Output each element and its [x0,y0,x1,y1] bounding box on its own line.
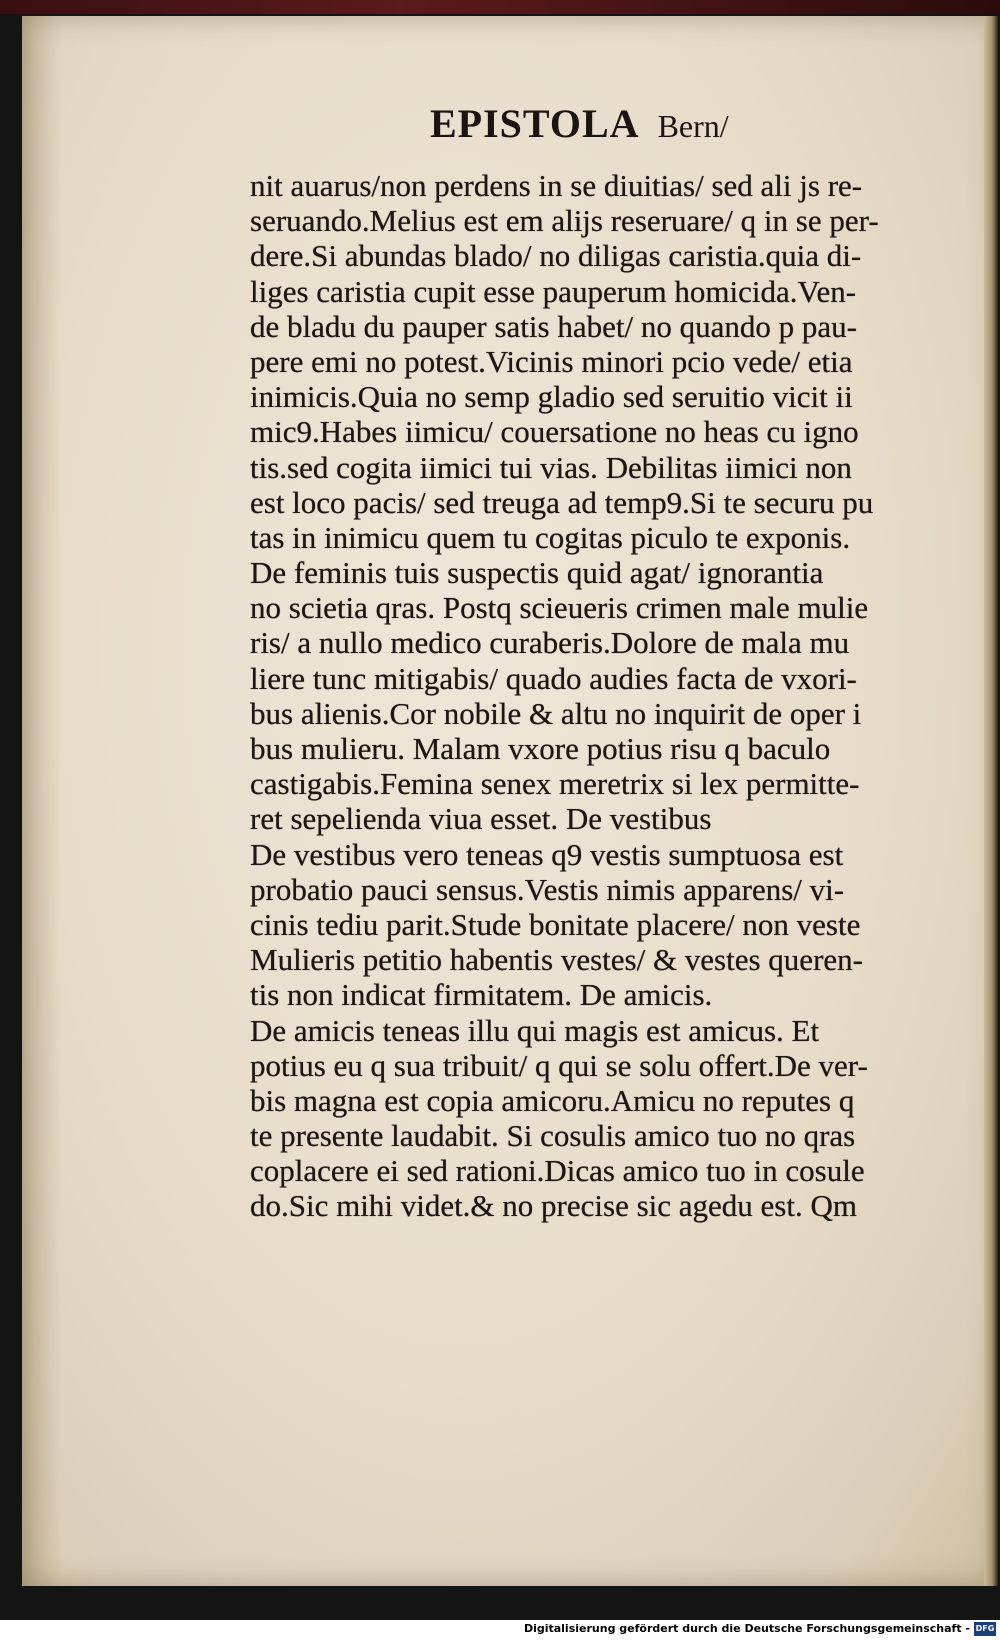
text-line: tis.sed cogita iimici tui vias. Debilitas iimici non [250,449,852,485]
text-line: do.Sic mihi videt.& no precise sic agedu est. Qm [250,1188,857,1224]
text-line: dere.Si abundas blado/ no diligas caristia.quia di- [250,238,862,274]
text-line: inimicis.Quia no semp gladio sed seruitio vicit ii [250,379,853,415]
page-stain [22,16,62,1586]
text-line: coplacere ei sed rationi.Dicas amico tuo in cosule [250,1153,865,1189]
text-line: nit auarus/non perdens in se diuitias/ sed ali js re- [250,168,863,203]
text-line: cinis tediu parit.Stude bonitate placere/ non veste [250,906,861,942]
text-line: castigabis.Femina senex meretrix si lex permitte- [250,766,860,802]
text-line: De amicis teneas illu qui magis est amicus. Et [250,1012,820,1048]
text-line: bus alienis.Cor nobile & altu no inquirit de oper i [250,695,862,731]
text-line: ris/ a nullo medico curaberis.Dolore de mala mu [250,625,850,661]
text-line: liere tunc mitigabis/ quado audies facta de vxori- [250,660,857,696]
text-line: ret sepelienda viua esset. De vestibus [250,801,712,837]
text-line: De vestibus vero teneas q9 vestis sumptuosa est [250,836,844,872]
text-line: potius eu q sua tribuit/ q qui se solu offert.De ver- [250,1047,868,1083]
running-title: EPISTOLA [430,101,640,146]
body-text [250,168,950,1288]
text-line: tis non indicat firmitatem. De amicis. [250,977,713,1013]
text-line: est loco pacis/ sed treuga ad temp9.Si te securu pu [250,484,874,520]
text-line: tas in inimicu quem tu cogitas piculo te exponis. [250,519,851,555]
text-line: pere emi no potest.Vicinis minori pcio vede/ etia [250,343,853,379]
running-header [430,100,830,160]
text-line: bis magna est copia amicoru.Amicu no reputes q [250,1082,855,1118]
text-line: De feminis tuis suspectis quid agat/ ignorantia [250,555,824,591]
running-title-author: Bern/ [657,108,729,144]
text-line: no scietia qras. Postq scieueris crimen male mulie [250,590,869,626]
footer-bar [0,1620,1000,1640]
text-line: seruando.Melius est em alijs reseruare/ q in se per- [250,203,879,239]
binding-strip [0,0,1000,14]
text-line: Mulieris petitio habentis vestes/ & vestes queren- [250,942,863,978]
dfg-logo: DFG [974,1622,996,1636]
page-edge [984,16,998,1586]
text-line: probatio pauci sensus.Vestis nimis apparens/ vi- [250,871,845,907]
funding-notice: Digitalisierung gefördert durch die Deutsche Forschungsgemeinschaft - [523,1622,970,1635]
text-line: de bladu du pauper satis habet/ no quando p pau- [250,308,857,344]
text-line: liges caristia cupit esse pauperum homicida.Ven- [250,273,857,309]
text-line: te presente laudabit. Si cosulis amico tuo no qras [250,1118,856,1154]
text-line: mic9.Habes iimicu/ couersatione no heas cu igno [250,414,859,450]
text-line: bus mulieru. Malam vxore potius risu q baculo [250,731,831,766]
